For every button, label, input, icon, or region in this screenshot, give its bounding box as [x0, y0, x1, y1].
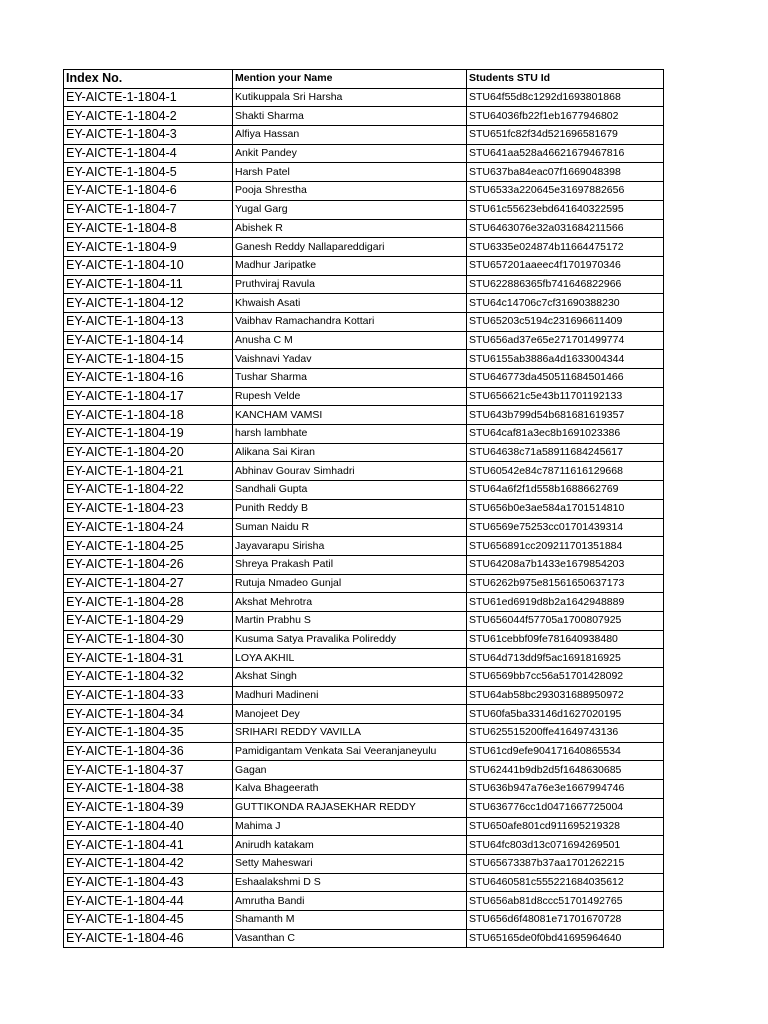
table-row	[64, 537, 664, 556]
table-body	[64, 88, 664, 948]
name-cell: SRIHARI REDDY VAVILLA	[233, 724, 467, 743]
index-no-cell: EY-AICTE-1-1804-17	[64, 387, 233, 406]
name-cell: Tushar Sharma	[233, 369, 467, 388]
name-cell: Suman Naidu R	[233, 518, 467, 537]
stu-id-cell: STU64fc803d13c071694269501	[467, 836, 664, 855]
table-row	[64, 294, 664, 313]
stu-id-cell: STU625515200ffe41649743136	[467, 724, 664, 743]
stu-id-cell: STU656891cc209211701351884	[467, 537, 664, 556]
index-no-cell: EY-AICTE-1-1804-22	[64, 481, 233, 500]
name-cell: Rutuja Nmadeo Gunjal	[233, 574, 467, 593]
name-cell: Mahima J	[233, 817, 467, 836]
index-no-cell: EY-AICTE-1-1804-28	[64, 593, 233, 612]
spreadsheet-page	[63, 69, 663, 948]
name-cell: Kalva Bhageerath	[233, 780, 467, 799]
name-cell: Anusha C M	[233, 331, 467, 350]
stu-id-cell: STU656ab81d8ccc51701492765	[467, 892, 664, 911]
stu-id-cell: STU61cebbf09fe781640938480	[467, 630, 664, 649]
index-no-cell: EY-AICTE-1-1804-39	[64, 798, 233, 817]
name-cell: Manojeet Dey	[233, 705, 467, 724]
table-row	[64, 443, 664, 462]
index-no-cell: EY-AICTE-1-1804-32	[64, 668, 233, 687]
name-cell: Vasanthan C	[233, 929, 467, 948]
name-cell: Khwaish Asati	[233, 294, 467, 313]
table-row	[64, 200, 664, 219]
name-cell: Abhinav Gourav Simhadri	[233, 462, 467, 481]
stu-id-cell: STU64a6f2f1d558b1688662769	[467, 481, 664, 500]
index-no-cell: EY-AICTE-1-1804-42	[64, 854, 233, 873]
index-no-cell: EY-AICTE-1-1804-15	[64, 350, 233, 369]
name-cell: Anirudh katakam	[233, 836, 467, 855]
index-no-cell: EY-AICTE-1-1804-3	[64, 126, 233, 145]
stu-id-cell: STU61c55623ebd641640322595	[467, 200, 664, 219]
stu-id-cell: STU61cd9efe904171640865534	[467, 742, 664, 761]
table-row	[64, 275, 664, 294]
stu-id-cell: STU622886365fb741646822966	[467, 275, 664, 294]
table-row	[64, 350, 664, 369]
table-row	[64, 705, 664, 724]
stu-id-cell: STU6335e024874b11664475172	[467, 238, 664, 257]
stu-id-cell: STU650afe801cd911695219328	[467, 817, 664, 836]
stu-id-cell: STU64638c71a58911684245617	[467, 443, 664, 462]
name-cell: harsh lambhate	[233, 425, 467, 444]
name-cell: Alfiya Hassan	[233, 126, 467, 145]
name-cell: Gagan	[233, 761, 467, 780]
stu-id-cell: STU65673387b37aa1701262215	[467, 854, 664, 873]
index-no-cell: EY-AICTE-1-1804-33	[64, 686, 233, 705]
stu-id-cell: STU637ba84eac07f1669048398	[467, 163, 664, 182]
stu-id-cell: STU651fc82f34d521696581679	[467, 126, 664, 145]
name-cell: Alikana Sai Kiran	[233, 443, 467, 462]
name-cell: Abishek R	[233, 219, 467, 238]
table-row	[64, 780, 664, 799]
table-row	[64, 312, 664, 331]
index-no-cell: EY-AICTE-1-1804-27	[64, 574, 233, 593]
index-no-cell: EY-AICTE-1-1804-46	[64, 929, 233, 948]
stu-id-cell: STU62441b9db2d5f1648630685	[467, 761, 664, 780]
table-row	[64, 873, 664, 892]
index-no-cell: EY-AICTE-1-1804-19	[64, 425, 233, 444]
index-no-cell: EY-AICTE-1-1804-20	[64, 443, 233, 462]
name-cell: Ganesh Reddy Nallapareddigari	[233, 238, 467, 257]
table-row	[64, 481, 664, 500]
stu-id-cell: STU64c14706c7cf31690388230	[467, 294, 664, 313]
table-row	[64, 611, 664, 630]
index-no-cell: EY-AICTE-1-1804-1	[64, 88, 233, 107]
index-no-cell: EY-AICTE-1-1804-18	[64, 406, 233, 425]
table-row	[64, 630, 664, 649]
table-row	[64, 144, 664, 163]
name-cell: Setty Maheswari	[233, 854, 467, 873]
index-no-cell: EY-AICTE-1-1804-44	[64, 892, 233, 911]
stu-id-cell: STU6569bb7cc56a51701428092	[467, 668, 664, 687]
table-row	[64, 88, 664, 107]
index-no-cell: EY-AICTE-1-1804-4	[64, 144, 233, 163]
table-row	[64, 406, 664, 425]
stu-id-cell: STU641aa528a46621679467816	[467, 144, 664, 163]
name-cell: KANCHAM VAMSI	[233, 406, 467, 425]
index-no-cell: EY-AICTE-1-1804-16	[64, 369, 233, 388]
table-row	[64, 238, 664, 257]
name-cell: Kutikuppala Sri Harsha	[233, 88, 467, 107]
table-row	[64, 219, 664, 238]
stu-id-cell: STU64ab58bc293031688950972	[467, 686, 664, 705]
index-no-cell: EY-AICTE-1-1804-14	[64, 331, 233, 350]
index-no-cell: EY-AICTE-1-1804-11	[64, 275, 233, 294]
header-stu-id: Students STU Id	[467, 70, 664, 89]
table-row	[64, 798, 664, 817]
name-cell: Pruthviraj Ravula	[233, 275, 467, 294]
table-row	[64, 854, 664, 873]
index-no-cell: EY-AICTE-1-1804-45	[64, 910, 233, 929]
header-index-no: Index No.	[64, 70, 233, 89]
name-cell: Harsh Patel	[233, 163, 467, 182]
table-row	[64, 182, 664, 201]
header-row	[64, 70, 664, 89]
index-no-cell: EY-AICTE-1-1804-26	[64, 555, 233, 574]
name-cell: Rupesh Velde	[233, 387, 467, 406]
index-no-cell: EY-AICTE-1-1804-29	[64, 611, 233, 630]
table-row	[64, 126, 664, 145]
table-row	[64, 163, 664, 182]
stu-id-cell: STU636b947a76e3e1667994746	[467, 780, 664, 799]
stu-id-cell: STU636776cc1d0471667725004	[467, 798, 664, 817]
table-row	[64, 107, 664, 126]
name-cell: Akshat Mehrotra	[233, 593, 467, 612]
table-row	[64, 331, 664, 350]
stu-id-cell: STU656b0e3ae584a1701514810	[467, 499, 664, 518]
stu-id-cell: STU60fa5ba33146d1627020195	[467, 705, 664, 724]
stu-id-cell: STU64f55d8c1292d1693801868	[467, 88, 664, 107]
name-cell: Sandhali Gupta	[233, 481, 467, 500]
stu-id-cell: STU64036fb22f1eb1677946802	[467, 107, 664, 126]
stu-id-cell: STU65203c5194c231696611409	[467, 312, 664, 331]
table-row	[64, 593, 664, 612]
stu-id-cell: STU64208a7b1433e1679854203	[467, 555, 664, 574]
name-cell: Madhuri Madineni	[233, 686, 467, 705]
student-table	[63, 69, 664, 948]
name-cell: LOYA AKHIL	[233, 649, 467, 668]
name-cell: Pooja Shrestha	[233, 182, 467, 201]
name-cell: Amrutha Bandi	[233, 892, 467, 911]
index-no-cell: EY-AICTE-1-1804-5	[64, 163, 233, 182]
name-cell: Akshat Singh	[233, 668, 467, 687]
header-name: Mention your Name	[233, 70, 467, 89]
name-cell: Kusuma Satya Pravalika Polireddy	[233, 630, 467, 649]
table-row	[64, 518, 664, 537]
table-row	[64, 686, 664, 705]
index-no-cell: EY-AICTE-1-1804-34	[64, 705, 233, 724]
table-row	[64, 649, 664, 668]
index-no-cell: EY-AICTE-1-1804-8	[64, 219, 233, 238]
stu-id-cell: STU646773da450511684501466	[467, 369, 664, 388]
index-no-cell: EY-AICTE-1-1804-6	[64, 182, 233, 201]
table-row	[64, 668, 664, 687]
table-row	[64, 742, 664, 761]
index-no-cell: EY-AICTE-1-1804-36	[64, 742, 233, 761]
index-no-cell: EY-AICTE-1-1804-40	[64, 817, 233, 836]
stu-id-cell: STU6155ab3886a4d1633004344	[467, 350, 664, 369]
stu-id-cell: STU60542e84c78711616129668	[467, 462, 664, 481]
table-row	[64, 387, 664, 406]
stu-id-cell: STU656ad37e65e271701499774	[467, 331, 664, 350]
index-no-cell: EY-AICTE-1-1804-12	[64, 294, 233, 313]
stu-id-cell: STU65165de0f0bd41695964640	[467, 929, 664, 948]
index-no-cell: EY-AICTE-1-1804-41	[64, 836, 233, 855]
name-cell: Yugal Garg	[233, 200, 467, 219]
table-row	[64, 910, 664, 929]
index-no-cell: EY-AICTE-1-1804-7	[64, 200, 233, 219]
index-no-cell: EY-AICTE-1-1804-21	[64, 462, 233, 481]
index-no-cell: EY-AICTE-1-1804-25	[64, 537, 233, 556]
name-cell: Vaishnavi Yadav	[233, 350, 467, 369]
index-no-cell: EY-AICTE-1-1804-35	[64, 724, 233, 743]
stu-id-cell: STU643b799d54b681681619357	[467, 406, 664, 425]
name-cell: Jayavarapu Sirisha	[233, 537, 467, 556]
stu-id-cell: STU656044f57705a1700807925	[467, 611, 664, 630]
table-row	[64, 929, 664, 948]
stu-id-cell: STU64caf81a3ec8b1691023386	[467, 425, 664, 444]
index-no-cell: EY-AICTE-1-1804-30	[64, 630, 233, 649]
name-cell: Eshaalakshmi D S	[233, 873, 467, 892]
name-cell: Madhur Jaripatke	[233, 256, 467, 275]
stu-id-cell: STU61ed6919d8b2a1642948889	[467, 593, 664, 612]
table-row	[64, 892, 664, 911]
index-no-cell: EY-AICTE-1-1804-24	[64, 518, 233, 537]
index-no-cell: EY-AICTE-1-1804-13	[64, 312, 233, 331]
name-cell: GUTTIKONDA RAJASEKHAR REDDY	[233, 798, 467, 817]
name-cell: Ankit Pandey	[233, 144, 467, 163]
stu-id-cell: STU6463076e32a031684211566	[467, 219, 664, 238]
index-no-cell: EY-AICTE-1-1804-37	[64, 761, 233, 780]
stu-id-cell: STU6460581c555221684035612	[467, 873, 664, 892]
name-cell: Martin Prabhu S	[233, 611, 467, 630]
index-no-cell: EY-AICTE-1-1804-10	[64, 256, 233, 275]
table-row	[64, 761, 664, 780]
table-row	[64, 256, 664, 275]
stu-id-cell: STU6262b975e81561650637173	[467, 574, 664, 593]
table-row	[64, 425, 664, 444]
table-row	[64, 574, 664, 593]
index-no-cell: EY-AICTE-1-1804-31	[64, 649, 233, 668]
stu-id-cell: STU6533a220645e31697882656	[467, 182, 664, 201]
stu-id-cell: STU64d713dd9f5ac1691816925	[467, 649, 664, 668]
name-cell: Shakti Sharma	[233, 107, 467, 126]
name-cell: Vaibhav Ramachandra Kottari	[233, 312, 467, 331]
table-row	[64, 499, 664, 518]
stu-id-cell: STU656621c5e43b11701192133	[467, 387, 664, 406]
table-row	[64, 836, 664, 855]
index-no-cell: EY-AICTE-1-1804-23	[64, 499, 233, 518]
table-row	[64, 462, 664, 481]
name-cell: Pamidigantam Venkata Sai Veeranjaneyulu	[233, 742, 467, 761]
table-row	[64, 555, 664, 574]
index-no-cell: EY-AICTE-1-1804-43	[64, 873, 233, 892]
stu-id-cell: STU656d6f48081e71701670728	[467, 910, 664, 929]
index-no-cell: EY-AICTE-1-1804-9	[64, 238, 233, 257]
table-row	[64, 817, 664, 836]
name-cell: Shreya Prakash Patil	[233, 555, 467, 574]
index-no-cell: EY-AICTE-1-1804-2	[64, 107, 233, 126]
table-row	[64, 369, 664, 388]
index-no-cell: EY-AICTE-1-1804-38	[64, 780, 233, 799]
stu-id-cell: STU657201aaeec4f1701970346	[467, 256, 664, 275]
name-cell: Punith Reddy B	[233, 499, 467, 518]
name-cell: Shamanth M	[233, 910, 467, 929]
stu-id-cell: STU6569e75253cc01701439314	[467, 518, 664, 537]
table-row	[64, 724, 664, 743]
